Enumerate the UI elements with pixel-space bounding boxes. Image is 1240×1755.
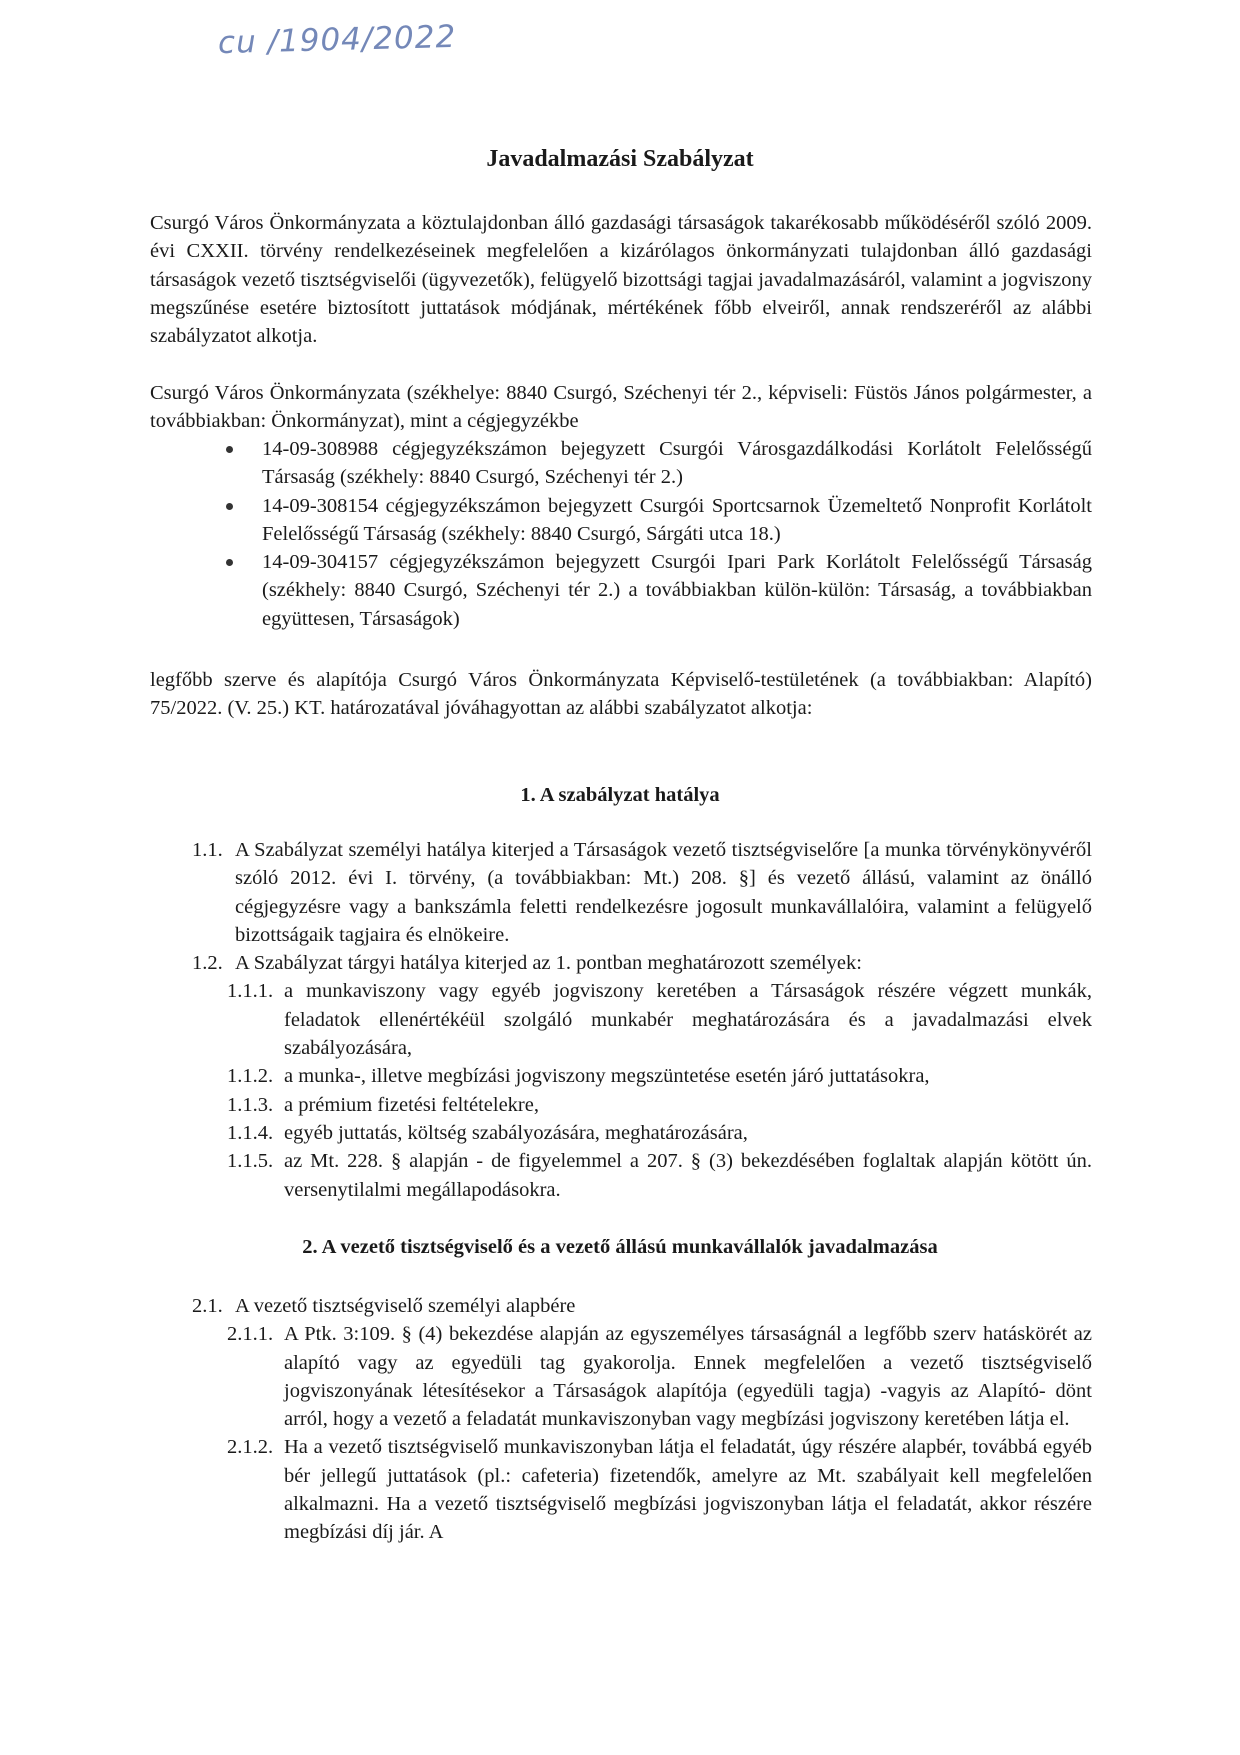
clause-1-2 bbox=[150, 949, 1092, 977]
subclause-1-1-2 bbox=[150, 1062, 1092, 1090]
intro-paragraph-2: Csurgó Város Önkormányzata (székhelye: 8840 Csurgó, Széchenyi tér 2., képviseli: Füstös János polgármester, a továbbiakban: Önkormányzat), mint a cégjegyzékbe bbox=[150, 382, 1092, 433]
company-list bbox=[150, 435, 1092, 633]
bullet-icon bbox=[226, 559, 233, 566]
subclause-text: Ha a vezető tisztségviselő munkaviszonyban látja el feladatát, úgy részére alapbér, továbbá egyéb bér jellegű juttatások (pl.: cafeteria) fizetendők, amelyre az Mt. szabályait kell megfelelően alkalmazni. Ha a vezető tisztségviselő megbízási jogviszonyban látja el feladatát, akkor részére megbízási díj jár. A bbox=[284, 1436, 1092, 1544]
clause-number: 1.2. bbox=[192, 952, 223, 975]
subclause-text: az Mt. 228. § alapján - de figyelemmel a 207. § (3) bekezdésében foglaltak alapján kötött ún. versenytilalmi megállapodásokra. bbox=[284, 1150, 1092, 1201]
document-title: Javadalmazási Szabályzat bbox=[486, 146, 754, 172]
subclause-2-1-1 bbox=[150, 1320, 1092, 1433]
section-2-heading: 2. A vezető tisztségviselő és a vezető állású munkavállalók javadalmazása bbox=[302, 1236, 938, 1258]
subclause-number: 1.1.5. bbox=[227, 1150, 274, 1173]
subclause-text: a munka-, illetve megbízási jogviszony megszüntetése esetén járó juttatásokra, bbox=[284, 1065, 930, 1088]
subclause-number: 1.1.4. bbox=[227, 1121, 274, 1144]
clause-text: A Szabályzat személyi hatálya kiterjed a Társaságok vezető tisztségviselőre [a munka törvénykönyvéről szóló 2012. évi I. törvény, (a továbbiakban: Mt.) 208. §] és vezető állású, valamint az önálló cégjegyzésre vagy a bankszámla feletti rendelkezésre jogosult munkavállalóira, valamint a felügyelő bizottságaik tagjaira és elnökeire. bbox=[235, 839, 1092, 946]
intro-paragraph-1: Csurgó Város Önkormányzata a köztulajdonban álló gazdasági társaságok takarékosabb működéséről szóló 2009. évi CXXII. törvény rendelkezéseinek megfelelően a kizárólagos önkormányzati tulajdonban álló gazdasági társaságok vezető tisztségviselői (ügyvezetők), felügyelő bizottsági tagjai javadalmazásáról, valamint a jogviszony megszűnése esetére biztosított juttatások módjának, mértékének főbb elveiről, annak rendszeréről az alábbi szabályzatot alkotja. bbox=[150, 212, 1092, 348]
subclause-1-1-5 bbox=[150, 1147, 1092, 1204]
subclause-number: 2.1.2. bbox=[227, 1436, 274, 1459]
section-1-heading: 1. A szabályzat hatálya bbox=[520, 784, 720, 806]
subclause-text: egyéb juttatás, költség szabályozására, meghatározására, bbox=[284, 1121, 748, 1144]
section-1-list bbox=[150, 836, 1092, 1204]
bullet-icon bbox=[226, 446, 233, 453]
subclause-text: A Ptk. 3:109. § (4) bekezdése alapján az egyszemélyes társaságnál a legfőbb szerv hatáskörét az alapító vagy az egyedüli tag gyakorolja. Ennek megfelelően a vezető tisztségviselő jogviszonyának létesítésekor a Társaságok alapítója (egyedüli tagja) -vagyis az Alapító- dönt arról, hogy a vezető a feladatát munkaviszonyban vagy megbízási jogviszony keretében látja el. bbox=[284, 1323, 1092, 1431]
clause-number: 2.1. bbox=[192, 1295, 223, 1317]
subclause-1-1-3 bbox=[150, 1091, 1092, 1119]
bullet-icon bbox=[226, 503, 233, 510]
clause-1-1 bbox=[150, 836, 1092, 949]
section-2-list bbox=[150, 1292, 1092, 1547]
clause-number: 1.1. bbox=[192, 839, 223, 861]
clause-text: A Szabályzat tárgyi hatálya kiterjed az 1. pontban meghatározott személyek: bbox=[235, 952, 862, 975]
subclause-text: a prémium fizetési feltételekre, bbox=[284, 1093, 539, 1116]
subclause-number: 1.1.3. bbox=[227, 1093, 274, 1116]
subclause-text: a munkaviszony vagy egyéb jogviszony keretében a Társaságok részére végzett munkák, feladatok ellenértékéül szolgáló munkabér meghatározására és a javadalmazási elvek szabályozására, bbox=[284, 980, 1092, 1060]
company-text: 14-09-304157 cégjegyzékszámon bejegyzett Csurgói Ipari Park Korlátolt Felelősségű Társaság (székhely: 8840 Csurgó, Széchenyi tér 2.) a továbbiakban külön-külön: Társaság, a továbbiakban együttesen, Társaságok) bbox=[262, 551, 1092, 630]
subclause-1-1-1 bbox=[150, 977, 1092, 1062]
clause-text: A vezető tisztségviselő személyi alapbére bbox=[235, 1295, 576, 1317]
company-item bbox=[150, 492, 1092, 549]
company-item bbox=[150, 548, 1092, 633]
company-text: 14-09-308154 cégjegyzékszámon bejegyzett Csurgói Sportcsarnok Üzemeltető Nonprofit Korlátolt Felelősségű Társaság (székhely: 8840 Csurgó, Sárgáti utca 18.) bbox=[262, 494, 1092, 545]
clause-2-1 bbox=[150, 1292, 1092, 1320]
subclause-1-1-4 bbox=[150, 1119, 1092, 1147]
subclause-number: 1.1.1. bbox=[227, 980, 274, 1003]
subclause-number: 1.1.2. bbox=[227, 1065, 274, 1088]
company-item bbox=[150, 435, 1092, 492]
subclause-number: 2.1.1. bbox=[227, 1323, 274, 1346]
subclause-2-1-2 bbox=[150, 1433, 1092, 1546]
company-text: 14-09-308988 cégjegyzékszámon bejegyzett Csurgói Városgazdálkodási Korlátolt Felelősségű Társaság (székhely: 8840 Csurgó, Széchenyi tér 2.) bbox=[262, 438, 1092, 489]
handwritten-reference-number: cu /1904/2022 bbox=[217, 18, 457, 62]
intro-paragraph-3: legfőbb szerve és alapítója Csurgó Város Önkormányzata Képviselő-testületének (a továbbiakban: Alapító) 75/2022. (V. 25.) KT. határozatával jóváhagyottan az alábbi szabályzatot alkotja: bbox=[150, 669, 1092, 720]
